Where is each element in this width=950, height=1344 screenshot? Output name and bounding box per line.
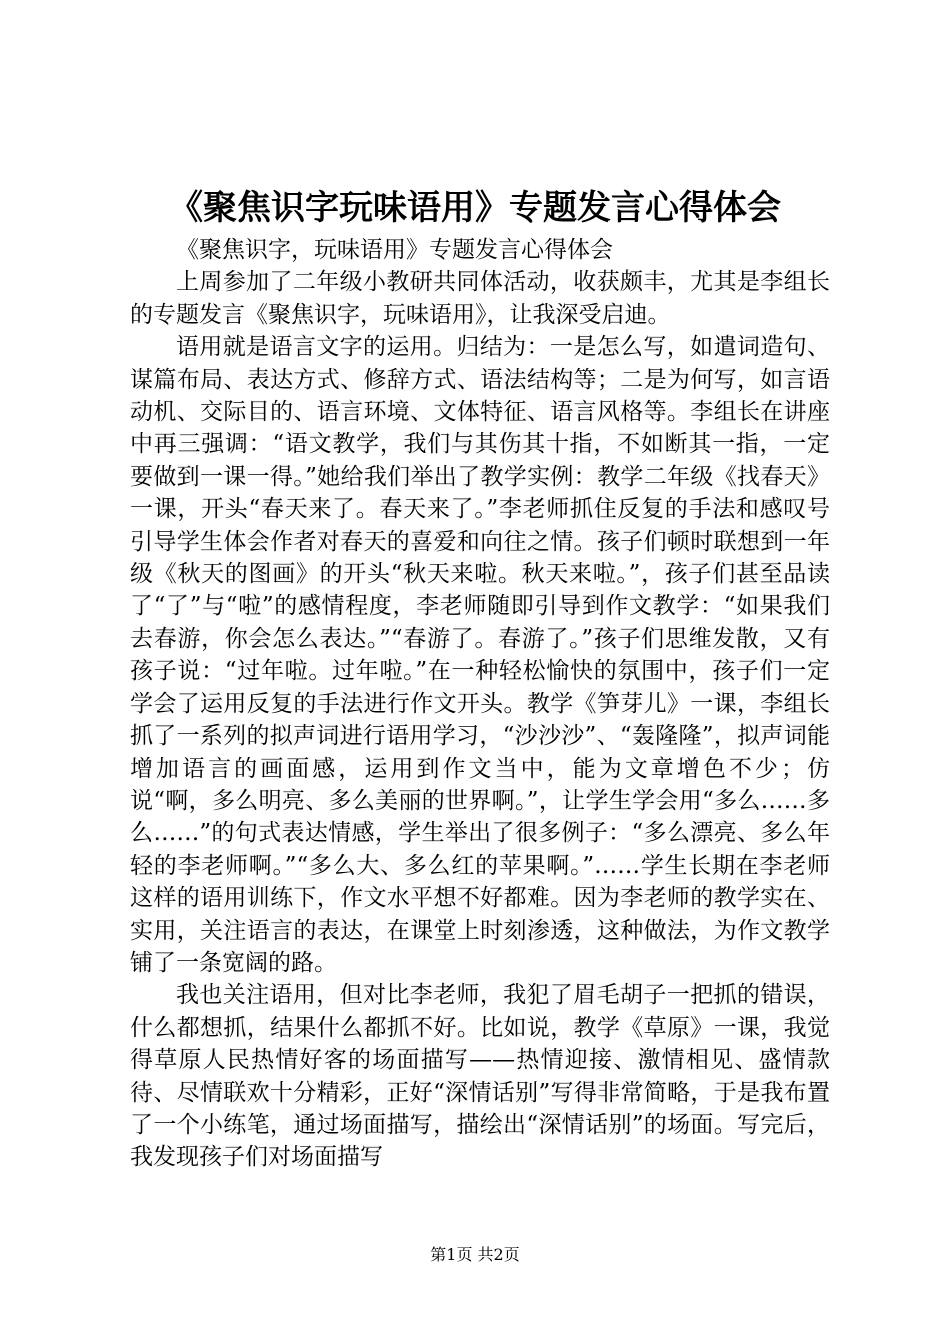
document-title: 《聚焦识字玩味语用》专题发言心得体会 bbox=[169, 188, 781, 228]
paragraph-3: 我也关注语用，但对比李老师，我犯了眉毛胡子一把抓的错误，什么都想抓，结果什么都抓不好。比如说，教学《草原》一课，我觉得草原人民热情好客的场面描写——热情迎接、激情相见、盛情款待、尽情联欢十分精彩，正好“深情话别”写得非常简略，于是我布置了一个小练笔，通过场面描写，描绘出“深情话别”的场面。写完后，我发现孩子们对场面描写 bbox=[130, 982, 830, 1171]
document-subtitle: 《聚焦识字，玩味语用》专题发言心得体会 bbox=[176, 237, 613, 263]
page-footer: 第1页 共2页 bbox=[430, 1245, 520, 1264]
paragraph-1: 上周参加了二年级小教研共同体活动，收获颇丰，尤其是李组长的专题发言《聚焦识字，玩味语用》，让我深受启迪。 bbox=[130, 269, 830, 328]
paragraph-2: 语用就是语言文字的运用。归结为：一是怎么写，如遣词造句、谋篇布局、表达方式、修辞方式、语法结构等；二是为何写，如言语动机、交际目的、语言环境、文体特征、语言风格等。李组长在讲座中再三强调：“语文教学，我们与其伤其十指，不如断其一指，一定要做到一课一得。”她给我们举出了教学实例：教学二年级《找春天》一课，开头“春天来了。春天来了。”李老师抓住反复的手法和感叹号引导学生体会作者对春天的喜爱和向往之情。孩子们顿时联想到一年级《秋天的图画》的开头“秋天来啦。秋天来啦。”，孩子们甚至品读了“了”与“啦”的感情程度，李老师随即引导到作文教学：“如果我们去春游，你会怎么表达。”“春游了。春游了。”孩子们思维发散，又有孩子说：“过年啦。过年啦。”在一种轻松愉快的氛围中，孩子们一定学会了运用反复的手法进行作文开头。教学《笋芽儿》一课，李组长抓了一系列的拟声词进行语用学习，“沙沙沙”、“轰隆隆”，拟声词能增加语言的画面感，运用到作文当中，能为文章增色不少；仿说“啊，多么明亮、多么美丽的世界啊。”，让学生学会用“多么……多么……”的句式表达情感，学生举出了很多例子：“多么漂亮、多么年轻的李老师啊。”“多么大、多么红的苹果啊。”……学生长期在李老师这样的语用训练下，作文水平想不好都难。因为李老师的教学实在、实用，关注语言的表达，在课堂上时刻渗透，这种做法，为作文教学铺了一条宽阔的路。 bbox=[130, 334, 830, 976]
document-body bbox=[130, 234, 830, 1174]
